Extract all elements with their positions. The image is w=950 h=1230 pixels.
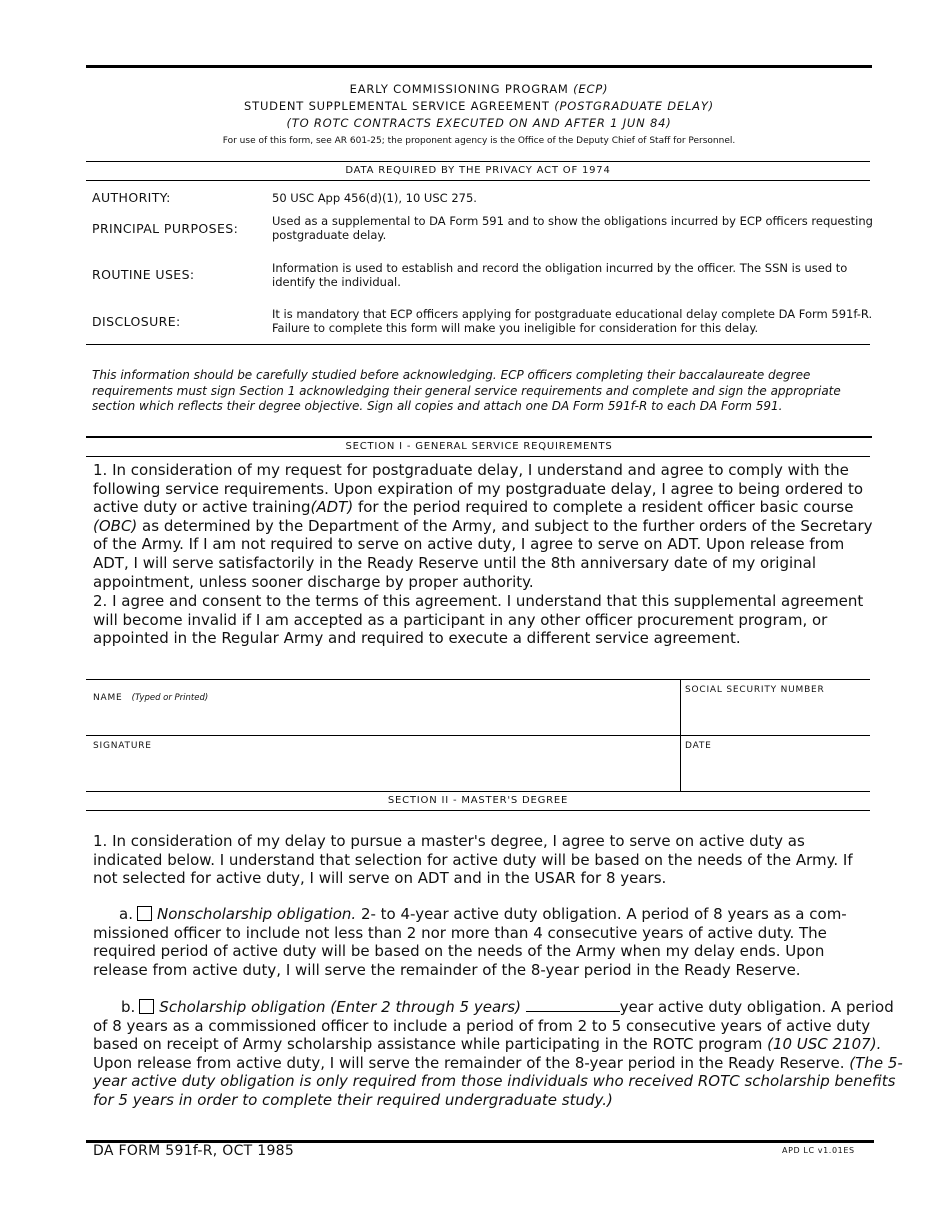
privacy-bottom-rule [86, 344, 870, 345]
authority-label: AUTHORITY: [92, 190, 171, 205]
title-line-2 [86, 99, 872, 113]
section1-paragraph-1: 1. In consideration of my request for postgraduate delay, I understand and agree to comply with the following service requirements. Upon expiration of my postgraduate delay, I agree to being ordered to active duty or active training(ADT) for the period required to complete a resident officer basic course (OBC) as determined by the Department of the Army, and subject to the further orders of the Secretary of the Army. If I am not required to serve on active duty, I agree to serve on ADT. Upon release from ADT, I will serve satisfactorily in the Ready Reserve until the 8th anniversary date of my original appointment, unless sooner discharge by proper authority. [93, 461, 873, 591]
ssn-label: SOCIAL SECURITY NUMBER [685, 685, 825, 695]
title-line-1 [86, 82, 872, 96]
section1-top-rule [86, 436, 872, 438]
option-b-paragraph: b. Scholarship obligation (Enter 2 through 5 years) year active duty obligation. A period of 8 years as a commissioned officer to include a period of from 2 to 5 consecutive years of active duty based on receipt of Army scholarship assistance while participating in the ROTC program (10 USC 2107). Upon release from active duty, I will serve the remainder of the 8-year period in the Ready Reserve. (The 5-year active duty obligation is only required from those individuals who received ROTC scholarship benefits for 5 years in order to complete their required undergraduate study.) [93, 998, 903, 1109]
principal-purposes-text: Used as a supplemental to DA Form 591 and to show the obligations incurred by ECP officers requesting postgraduate delay. [272, 214, 873, 242]
scholarship-checkbox[interactable] [139, 999, 154, 1014]
section2-paragraph-1: 1. In consideration of my delay to pursue a master's degree, I agree to serve on active duty as indicated below. I understand that selection for active duty will be based on the needs of the Army. If not selected for active duty, I will serve on ADT and in the USAR for 8 years. [93, 832, 853, 888]
privacy-title-rule [86, 180, 870, 181]
option-a-letter: a. [119, 905, 133, 923]
ssn-field[interactable] [681, 680, 870, 734]
program-title: EARLY COMMISSIONING PROGRAM [349, 82, 569, 96]
name-hint: (Typed or Printed) [131, 693, 209, 703]
nonscholarship-checkbox[interactable] [137, 906, 152, 921]
scholarship-label: Scholarship obligation (Enter 2 through 5 years) [159, 998, 521, 1016]
section2-title-rule [86, 810, 870, 811]
principal-purposes-label: PRINCIPAL PURPOSES: [92, 221, 239, 236]
signature-label: SIGNATURE [93, 741, 152, 751]
option-b-letter: b. [121, 998, 136, 1016]
title-line-3: (TO ROTC CONTRACTS EXECUTED ON AND AFTER 1 JUN 84) [286, 116, 672, 130]
privacy-title: DATA REQUIRED BY THE PRIVACY ACT OF 1974 [345, 165, 611, 176]
disclosure-text: It is mandatory that ECP officers applying for postgraduate educational delay complete DA Form 591f-R. Failure to complete this form will make you ineligible for consideration for this delay. [272, 307, 873, 335]
section1-title-rule [86, 456, 870, 457]
name-field[interactable] [87, 680, 679, 734]
form-subtitle: (POSTGRADUATE DELAY) [554, 99, 714, 113]
section1-title: SECTION I - GENERAL SERVICE REQUIREMENTS [345, 441, 613, 452]
authority-text: 50 USC App 456(d)(1), 10 USC 275. [272, 191, 477, 205]
form-title: STUDENT SUPPLEMENTAL SERVICE AGREEMENT [244, 99, 550, 113]
date-label: DATE [685, 741, 712, 751]
fields-bottom-rule [86, 791, 870, 792]
section1-paragraph-2: 2. I agree and consent to the terms of this agreement. I understand that this supplemental agreement will become invalid if I am accepted as a participant in any other officer procurement program, or appointed in the Regular Army and required to execute a different service agreement. [93, 592, 864, 648]
proponent-note: For use of this form, see AR 601-25; the proponent agency is the Office of the Deputy Chief of Staff for Personnel. [222, 136, 736, 146]
form-version: APD LC v1.01ES [782, 1146, 855, 1155]
program-abbrev: (ECP) [573, 82, 609, 96]
section2-title: SECTION II - MASTER'S DEGREE [387, 795, 569, 806]
routine-uses-label: ROUTINE USES: [92, 267, 195, 282]
option-a-paragraph: a. Nonscholarship obligation. 2- to 4-year active duty obligation. A period of 8 years as a com- missioned officer to include not less than 2 nor more than 4 consecutive years of active duty. The required period of active duty will be based on the needs of the Army when my delay ends. Upon release from active duty, I will serve the remainder of the 8-year period in the Ready Reserve. [93, 905, 847, 979]
date-field[interactable] [681, 736, 870, 790]
name-label: NAME [93, 693, 123, 703]
scholarship-years-input[interactable] [526, 999, 620, 1012]
instructions-text: This information should be carefully studied before acknowledging. ECP officers completing their baccalaureate degree requirements must sign Section 1 acknowledging their general service requirements and complete and sign the appropriate section which reflects their degree objective. Sign all copies and attach one DA Form 591f-R to each DA Form 591. [92, 368, 841, 413]
routine-uses-text: Information is used to establish and record the obligation incurred by the officer. The SSN is used to identify the individual. [272, 261, 848, 289]
disclosure-label: DISCLOSURE: [92, 314, 181, 329]
privacy-top-rule [86, 161, 870, 162]
signature-field[interactable] [87, 736, 679, 790]
top-rule [86, 65, 872, 68]
nonscholarship-label: Nonscholarship obligation. [156, 905, 357, 923]
form-number: DA FORM 591f-R, OCT 1985 [93, 1143, 295, 1159]
